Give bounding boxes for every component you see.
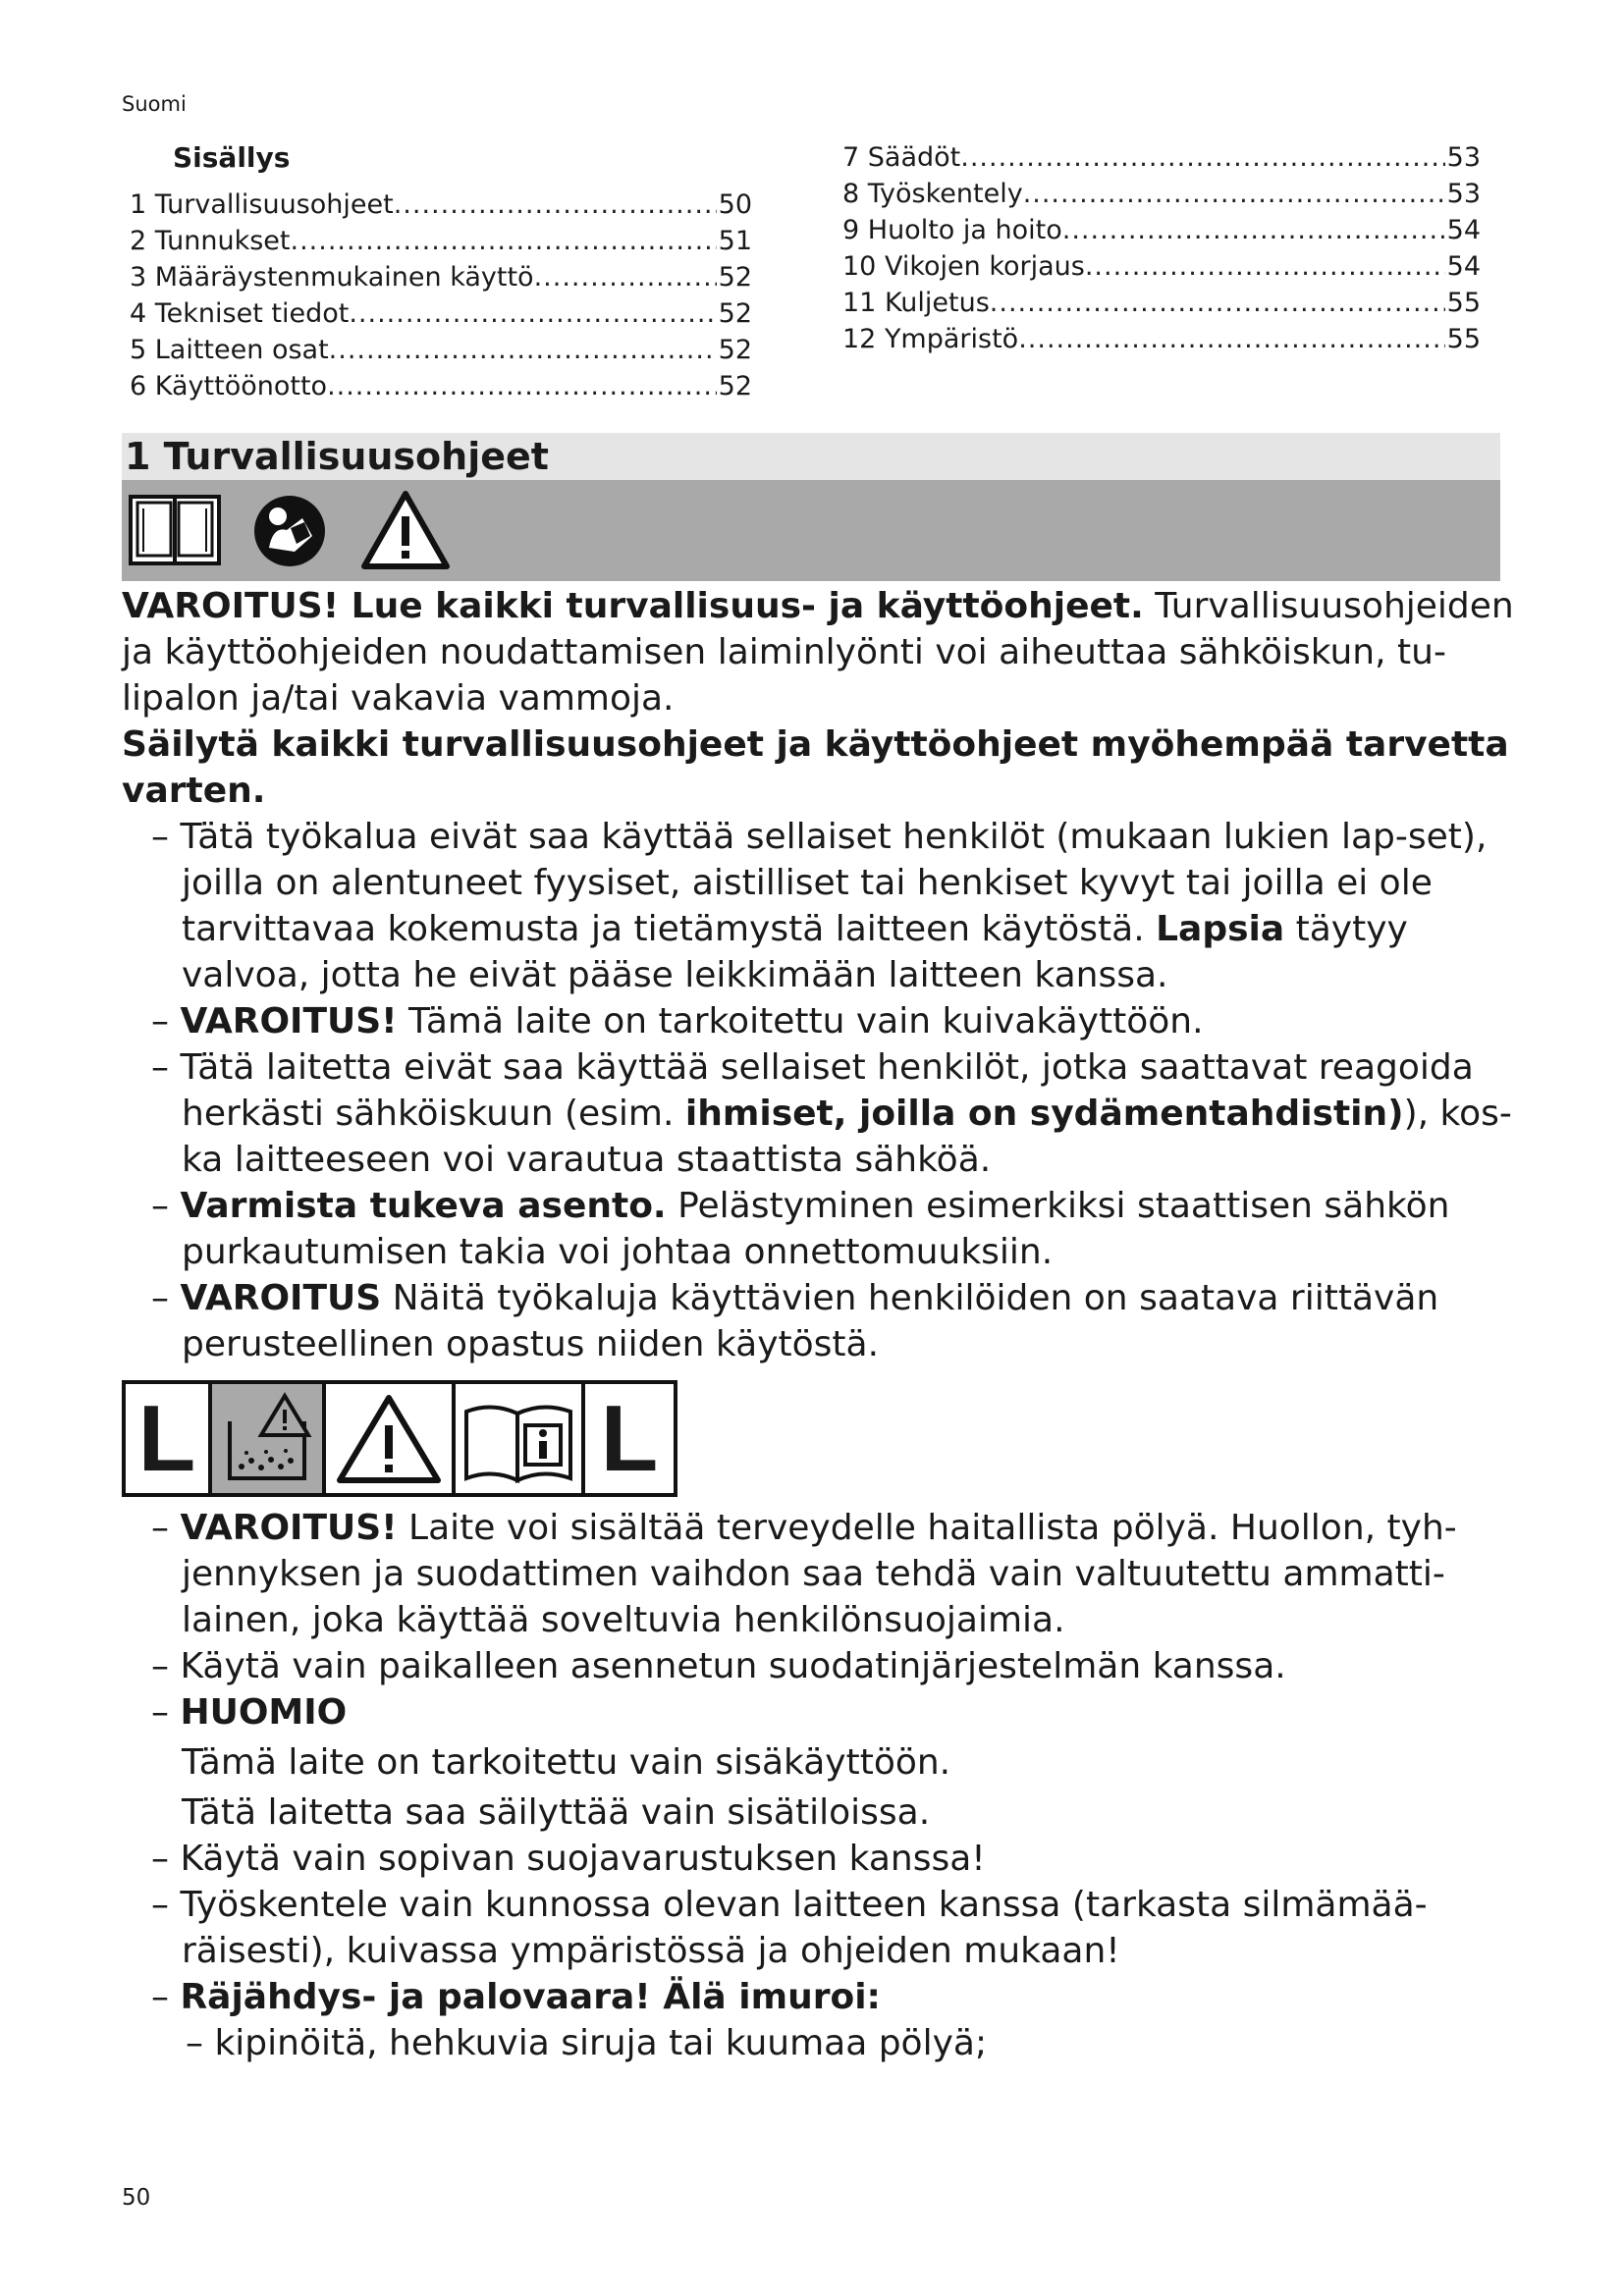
read-manual-icon xyxy=(251,493,328,573)
sub-list-item: – kipinöitä, hehkuvia siruja tai kuumaa pölyä; xyxy=(186,2023,988,2063)
information-manual-icon xyxy=(456,1384,585,1493)
list-item: – Varmista tukeva asento. Pelästyminen esimerkiksi staattisen sähkön purkautumisen takia voi johtaa onnettomuuksiin. xyxy=(151,1186,1450,1272)
list-item: – Käytä vain sopivan suojavarustuksen kanssa! xyxy=(151,1839,986,1879)
dust-class-icon xyxy=(212,1384,326,1493)
list-item: – Käytä vain paikalleen asennetun suodatinjärjestelmän kanssa. xyxy=(151,1646,1286,1686)
language-label: Suomi xyxy=(122,92,187,116)
list-item: – VAROITUS! Laite voi sisältää terveydelle haitallista pölyä. Huollon, tyh-jennyksen ja suodattimen vaihdon saa tehdä vain valtuutettu ammatti-lainen, joka käyttää soveltuvia henkilönsuojaimia. xyxy=(151,1508,1457,1640)
safety-body xyxy=(122,583,1516,1367)
warning-triangle-icon xyxy=(359,489,452,575)
toc-entry[interactable]: 7 Säädöt ..... 53 xyxy=(842,139,1481,176)
toc-entry[interactable]: 6 Käyttöönotto ..... 52 xyxy=(130,368,752,404)
list-item-detail: Tämä laite on tarkoitettu vain sisäkäyttöön. xyxy=(182,1742,951,1783)
toc-entry[interactable]: 10 Vikojen korjaus ..... 54 xyxy=(842,248,1481,285)
list-item: – VAROITUS! Tämä laite on tarkoitettu vain kuivakäyttöön. xyxy=(151,1001,1204,1041)
toc-right-column xyxy=(842,139,1481,357)
toc-title: Sisällys xyxy=(173,141,291,174)
page-number: 50 xyxy=(122,2185,151,2211)
icon-band xyxy=(122,480,1500,581)
toc-entry[interactable]: 2 Tunnukset ..... 51 xyxy=(130,223,752,259)
symbol-row xyxy=(122,1380,677,1497)
warning-triangle-icon xyxy=(326,1384,456,1493)
dust-class-left: L xyxy=(126,1384,212,1493)
toc-entry[interactable]: 4 Tekniset tiedot ..... 52 xyxy=(130,295,752,332)
keep-instructions: Säilytä kaikki turvallisuusohjeet ja käyttöohjeet myöhempää tarvetta varten. xyxy=(122,724,1509,811)
dust-class-right: L xyxy=(600,1385,659,1491)
toc-entry[interactable]: 8 Työskentely ..... 53 xyxy=(842,176,1481,212)
list-item: – HUOMIO xyxy=(151,1692,348,1733)
toc-entry[interactable]: 5 Laitteen osat ..... 52 xyxy=(130,332,752,368)
list-item-detail: Tätä laitetta saa säilyttää vain sisätiloissa. xyxy=(182,1792,931,1833)
list-item: – Tätä työkalua eivät saa käyttää sellaiset henkilöt (mukaan lukien lap-set), joilla on alentuneet fyysiset, aistilliset tai henkiset kyvyt tai joilla ei ole tarvittavaa kokemusta ja tietämystä laitteen käytöstä. Lapsia täytyy valvoa, jotta he eivät pääse leikkimään laitteen kanssa. xyxy=(151,817,1488,995)
toc-entry[interactable]: 3 Määräystenmukainen käyttö ..... 52 xyxy=(130,259,752,295)
manual-book-icon xyxy=(128,491,222,573)
list-item: – VAROITUS Näitä työkaluja käyttävien henkilöiden on saatava riittävän perusteellinen opastus niiden käytöstä. xyxy=(151,1278,1439,1364)
toc-entry[interactable]: 11 Kuljetus ..... 55 xyxy=(842,285,1481,321)
toc-entry[interactable]: 1 Turvallisuusohjeet ..... 50 xyxy=(130,187,752,223)
safety-body-continued xyxy=(122,1505,1516,2066)
toc-left-column xyxy=(130,187,752,404)
section-title: 1 Turvallisuusohjeet xyxy=(125,435,549,478)
list-item: – Työskentele vain kunnossa olevan laitteen kanssa (tarkasta silmämää-räisesti), kuivassa ympäristössä ja ohjeiden mukaan! xyxy=(151,1885,1428,1971)
toc-entry[interactable]: 12 Ympäristö ..... 55 xyxy=(842,321,1481,357)
list-item: – Räjähdys- ja palovaara! Älä imuroi: xyxy=(151,1977,881,2017)
list-item: – Tätä laitetta eivät saa käyttää sellaiset henkilöt, jotka saattavat reagoida herkästi sähköiskuun (esim. ihmiset, joilla on sydämentahdistin)), kos-ka laitteeseen voi varautua staattista sähköä. xyxy=(151,1047,1512,1180)
general-warning: VAROITUS! Lue kaikki turvallisuus- ja käyttöohjeet. Turvallisuusohjeiden ja käyttöohjeiden noudattamisen laiminlyönti voi aiheuttaa sähköiskun, tu-lipalon ja/tai vakavia vammoja. xyxy=(122,586,1514,719)
toc-entry[interactable]: 9 Huolto ja hoito ..... 54 xyxy=(842,212,1481,248)
